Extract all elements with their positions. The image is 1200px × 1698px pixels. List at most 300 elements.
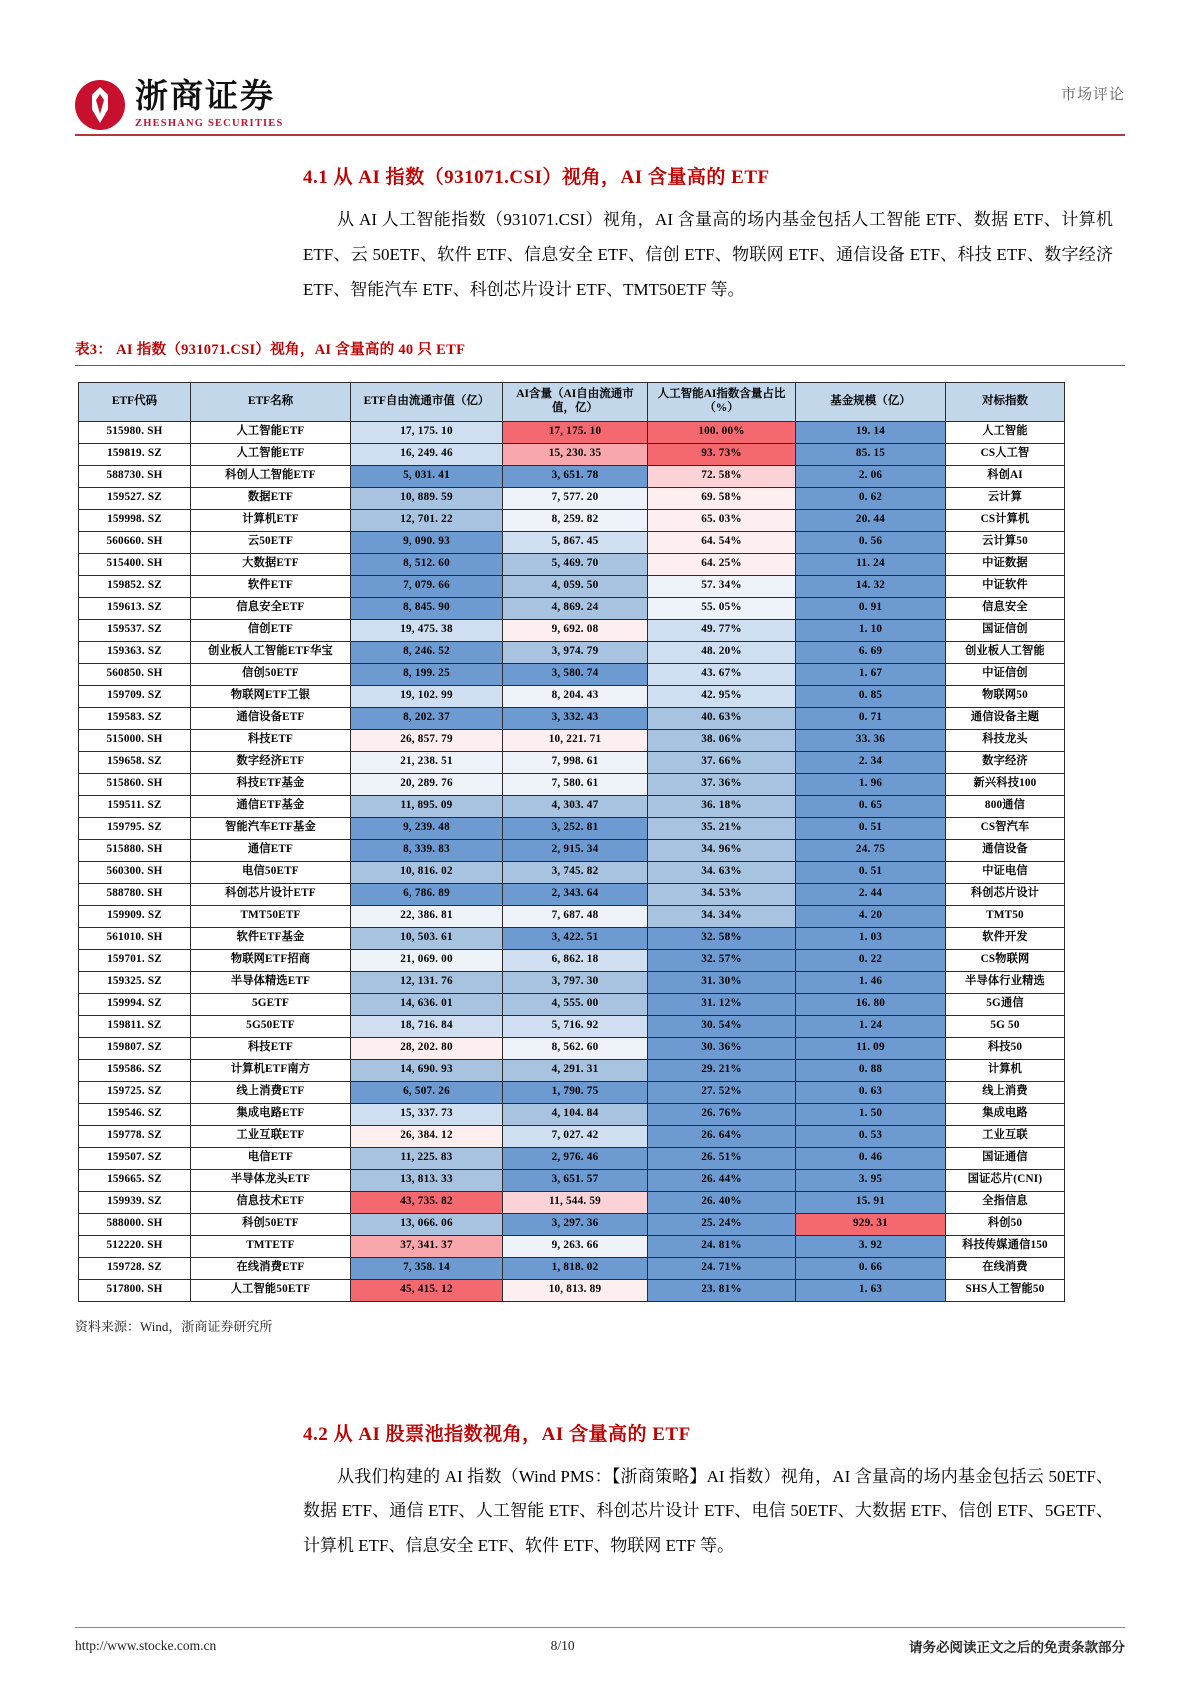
brand-logo <box>75 80 284 130</box>
cell-etf-name: 科创芯片设计ETF <box>191 883 351 905</box>
cell-free-float-mv: 28, 202. 80 <box>351 1037 503 1059</box>
cell-ai-content: 10, 221. 71 <box>503 729 648 751</box>
cell-etf-name: 计算机ETF <box>191 509 351 531</box>
footer-disclaimer: 请务必阅读正文之后的免责条款部分 <box>909 1640 1125 1655</box>
table-row <box>79 663 1065 685</box>
cell-fund-scale: 0. 51 <box>796 817 946 839</box>
cell-etf-code: 560850. SH <box>79 663 191 685</box>
cell-ai-content: 7, 027. 42 <box>503 1125 648 1147</box>
cell-ai-content: 3, 974. 79 <box>503 641 648 663</box>
cell-ai-content: 3, 797. 30 <box>503 971 648 993</box>
cell-ai-content: 3, 332. 43 <box>503 707 648 729</box>
cell-ai-content: 7, 577. 20 <box>503 487 648 509</box>
cell-ai-content: 9, 692. 08 <box>503 619 648 641</box>
cell-benchmark-index: 计算机 <box>946 1059 1065 1081</box>
cell-ai-content: 11, 544. 59 <box>503 1191 648 1213</box>
table-row <box>79 1191 1065 1213</box>
table-row <box>79 575 1065 597</box>
cell-free-float-mv: 10, 889. 59 <box>351 487 503 509</box>
cell-etf-code: 159537. SZ <box>79 619 191 641</box>
cell-ai-content: 1, 818. 02 <box>503 1257 648 1279</box>
cell-ai-content: 15, 230. 35 <box>503 443 648 465</box>
cell-ai-ratio: 26. 51% <box>648 1147 796 1169</box>
cell-ai-content: 4, 303. 47 <box>503 795 648 817</box>
cell-ai-ratio: 42. 95% <box>648 685 796 707</box>
cell-ai-ratio: 64. 54% <box>648 531 796 553</box>
cell-ai-content: 8, 562. 60 <box>503 1037 648 1059</box>
page-header <box>75 0 1125 130</box>
table-row <box>79 487 1065 509</box>
cell-fund-scale: 0. 56 <box>796 531 946 553</box>
cell-etf-name: 电信ETF <box>191 1147 351 1169</box>
cell-benchmark-index: 数字经济 <box>946 751 1065 773</box>
brand-name-en: ZHESHANG SECURITIES <box>135 118 284 129</box>
cell-etf-name: 人工智能ETF <box>191 421 351 443</box>
cell-ai-ratio: 100. 00% <box>648 421 796 443</box>
cell-ai-content: 7, 687. 48 <box>503 905 648 927</box>
cell-ai-content: 4, 869. 24 <box>503 597 648 619</box>
cell-ai-ratio: 30. 36% <box>648 1037 796 1059</box>
cell-benchmark-index: CS计算机 <box>946 509 1065 531</box>
cell-etf-code: 159939. SZ <box>79 1191 191 1213</box>
cell-fund-scale: 6. 69 <box>796 641 946 663</box>
cell-benchmark-index: 中证信创 <box>946 663 1065 685</box>
cell-etf-name: 科创50ETF <box>191 1213 351 1235</box>
cell-ai-ratio: 64. 25% <box>648 553 796 575</box>
cell-etf-code: 159583. SZ <box>79 707 191 729</box>
cell-fund-scale: 4. 20 <box>796 905 946 927</box>
cell-free-float-mv: 11, 225. 83 <box>351 1147 503 1169</box>
cell-etf-code: 560300. SH <box>79 861 191 883</box>
cell-ai-content: 8, 204. 43 <box>503 685 648 707</box>
cell-ai-content: 3, 745. 82 <box>503 861 648 883</box>
cell-etf-code: 515980. SH <box>79 421 191 443</box>
cell-etf-name: 人工智能50ETF <box>191 1279 351 1301</box>
cell-ai-ratio: 57. 34% <box>648 575 796 597</box>
table-row <box>79 1037 1065 1059</box>
table-row <box>79 773 1065 795</box>
cell-free-float-mv: 16, 249. 46 <box>351 443 503 465</box>
cell-etf-code: 159807. SZ <box>79 1037 191 1059</box>
cell-benchmark-index: 全指信息 <box>946 1191 1065 1213</box>
cell-benchmark-index: 科创AI <box>946 465 1065 487</box>
cell-fund-scale: 24. 75 <box>796 839 946 861</box>
cell-ai-ratio: 35. 21% <box>648 817 796 839</box>
table-row <box>79 641 1065 663</box>
cell-free-float-mv: 43, 735. 82 <box>351 1191 503 1213</box>
cell-free-float-mv: 7, 079. 66 <box>351 575 503 597</box>
cell-fund-scale: 1. 10 <box>796 619 946 641</box>
cell-ai-content: 2, 976. 46 <box>503 1147 648 1169</box>
cell-free-float-mv: 45, 415. 12 <box>351 1279 503 1301</box>
cell-fund-scale: 1. 67 <box>796 663 946 685</box>
cell-benchmark-index: 云计算 <box>946 487 1065 509</box>
cell-benchmark-index: 5G 50 <box>946 1015 1065 1037</box>
cell-ai-ratio: 32. 58% <box>648 927 796 949</box>
cell-ai-ratio: 49. 77% <box>648 619 796 641</box>
cell-etf-name: 软件ETF基金 <box>191 927 351 949</box>
cell-benchmark-index: 800通信 <box>946 795 1065 817</box>
footer-row <box>75 1636 1125 1656</box>
cell-benchmark-index: 信息安全 <box>946 597 1065 619</box>
table-row <box>79 1103 1065 1125</box>
cell-etf-name: 5G50ETF <box>191 1015 351 1037</box>
cell-free-float-mv: 21, 238. 51 <box>351 751 503 773</box>
cell-ai-content: 4, 291. 31 <box>503 1059 648 1081</box>
cell-etf-code: 517800. SH <box>79 1279 191 1301</box>
cell-free-float-mv: 14, 636. 01 <box>351 993 503 1015</box>
table-row <box>79 1213 1065 1235</box>
table-row <box>79 751 1065 773</box>
cell-fund-scale: 1. 50 <box>796 1103 946 1125</box>
cell-ai-ratio: 32. 57% <box>648 949 796 971</box>
cell-benchmark-index: 新兴科技100 <box>946 773 1065 795</box>
cell-fund-scale: 15. 91 <box>796 1191 946 1213</box>
section-paragraph-41: 从 AI 人工智能指数（931071.CSI）视角，AI 含量高的场内基金包括人工智能 ETF、数据 ETF、计算机 ETF、云 50ETF、软件 ETF、信息安全 ETF、信创 ETF、物联网 ETF、通信设备 ETF、科技 ETF、数字经济 ETF、智能汽车 ETF、科创芯片设计 ETF、TMT50ETF 等。 <box>303 210 1113 299</box>
cell-ai-ratio: 93. 73% <box>648 443 796 465</box>
table-source-note: 资料来源：Wind，浙商证券研究所 <box>75 1318 273 1334</box>
cell-etf-code: 159728. SZ <box>79 1257 191 1279</box>
table-row <box>79 861 1065 883</box>
cell-etf-name: 科技ETF <box>191 1037 351 1059</box>
cell-etf-name: 信创ETF <box>191 619 351 641</box>
cell-ai-content: 3, 252. 81 <box>503 817 648 839</box>
col-header-ai: AI含量（AI自由流通市值，亿） <box>503 382 648 421</box>
table-header-row <box>79 382 1065 421</box>
cell-fund-scale: 0. 65 <box>796 795 946 817</box>
cell-fund-scale: 0. 51 <box>796 861 946 883</box>
cell-etf-code: 515000. SH <box>79 729 191 751</box>
cell-free-float-mv: 9, 090. 93 <box>351 531 503 553</box>
cell-ai-content: 3, 651. 57 <box>503 1169 648 1191</box>
cell-etf-name: 科技ETF <box>191 729 351 751</box>
cell-free-float-mv: 6, 786. 89 <box>351 883 503 905</box>
cell-etf-name: 软件ETF <box>191 575 351 597</box>
cell-fund-scale: 929. 31 <box>796 1213 946 1235</box>
cell-etf-name: 信息安全ETF <box>191 597 351 619</box>
cell-free-float-mv: 6, 507. 26 <box>351 1081 503 1103</box>
cell-free-float-mv: 26, 857. 79 <box>351 729 503 751</box>
cell-ai-ratio: 55. 05% <box>648 597 796 619</box>
table-row <box>79 619 1065 641</box>
cell-ai-ratio: 31. 12% <box>648 993 796 1015</box>
table-row <box>79 443 1065 465</box>
cell-etf-name: 集成电路ETF <box>191 1103 351 1125</box>
table-row <box>79 465 1065 487</box>
cell-benchmark-index: 5G通信 <box>946 993 1065 1015</box>
cell-etf-code: 159546. SZ <box>79 1103 191 1125</box>
cell-fund-scale: 19. 14 <box>796 421 946 443</box>
cell-fund-scale: 0. 63 <box>796 1081 946 1103</box>
cell-ai-ratio: 34. 34% <box>648 905 796 927</box>
cell-ai-content: 4, 555. 00 <box>503 993 648 1015</box>
cell-ai-content: 4, 104. 84 <box>503 1103 648 1125</box>
cell-etf-code: 515400. SH <box>79 553 191 575</box>
cell-fund-scale: 0. 22 <box>796 949 946 971</box>
cell-fund-scale: 0. 88 <box>796 1059 946 1081</box>
cell-benchmark-index: 通信设备 <box>946 839 1065 861</box>
table-row <box>79 531 1065 553</box>
cell-ai-content: 3, 422. 51 <box>503 927 648 949</box>
cell-free-float-mv: 8, 246. 52 <box>351 641 503 663</box>
cell-fund-scale: 0. 62 <box>796 487 946 509</box>
cell-ai-ratio: 37. 66% <box>648 751 796 773</box>
cell-ai-ratio: 26. 44% <box>648 1169 796 1191</box>
cell-fund-scale: 2. 34 <box>796 751 946 773</box>
cell-benchmark-index: 中证数据 <box>946 553 1065 575</box>
cell-ai-ratio: 38. 06% <box>648 729 796 751</box>
cell-etf-code: 561010. SH <box>79 927 191 949</box>
cell-etf-name: 工业互联ETF <box>191 1125 351 1147</box>
cell-etf-code: 159725. SZ <box>79 1081 191 1103</box>
cell-ai-ratio: 25. 24% <box>648 1213 796 1235</box>
cell-etf-code: 588730. SH <box>79 465 191 487</box>
cell-free-float-mv: 8, 202. 37 <box>351 707 503 729</box>
cell-benchmark-index: CS物联网 <box>946 949 1065 971</box>
table-row <box>79 1169 1065 1191</box>
cell-free-float-mv: 19, 475. 38 <box>351 619 503 641</box>
cell-etf-name: 科创人工智能ETF <box>191 465 351 487</box>
col-header-index: 对标指数 <box>946 382 1065 421</box>
cell-fund-scale: 1. 03 <box>796 927 946 949</box>
cell-etf-code: 159586. SZ <box>79 1059 191 1081</box>
cell-free-float-mv: 17, 175. 10 <box>351 421 503 443</box>
cell-benchmark-index: 线上消费 <box>946 1081 1065 1103</box>
cell-ai-ratio: 31. 30% <box>648 971 796 993</box>
cell-ai-content: 6, 862. 18 <box>503 949 648 971</box>
cell-benchmark-index: 工业互联 <box>946 1125 1065 1147</box>
cell-ai-content: 17, 175. 10 <box>503 421 648 443</box>
cell-ai-ratio: 24. 81% <box>648 1235 796 1257</box>
cell-ai-content: 7, 998. 61 <box>503 751 648 773</box>
cell-benchmark-index: 在线消费 <box>946 1257 1065 1279</box>
cell-benchmark-index: 创业板人工智能 <box>946 641 1065 663</box>
cell-ai-ratio: 34. 96% <box>648 839 796 861</box>
cell-benchmark-index: 科技传媒通信150 <box>946 1235 1065 1257</box>
table-row <box>79 927 1065 949</box>
cell-benchmark-index: 科创50 <box>946 1213 1065 1235</box>
table-row <box>79 1257 1065 1279</box>
cell-ai-ratio: 72. 58% <box>648 465 796 487</box>
cell-free-float-mv: 10, 503. 61 <box>351 927 503 949</box>
cell-fund-scale: 20. 44 <box>796 509 946 531</box>
table-row <box>79 685 1065 707</box>
cell-ai-content: 10, 813. 89 <box>503 1279 648 1301</box>
cell-etf-name: TMT50ETF <box>191 905 351 927</box>
table-row <box>79 421 1065 443</box>
cell-fund-scale: 11. 09 <box>796 1037 946 1059</box>
cell-ai-content: 5, 867. 45 <box>503 531 648 553</box>
cell-fund-scale: 0. 46 <box>796 1147 946 1169</box>
cell-etf-code: 515860. SH <box>79 773 191 795</box>
footer-page-number: 8/10 <box>550 1638 575 1653</box>
cell-etf-name: 科技ETF基金 <box>191 773 351 795</box>
cell-fund-scale: 33. 36 <box>796 729 946 751</box>
cell-free-float-mv: 8, 845. 90 <box>351 597 503 619</box>
cell-etf-name: 计算机ETF南方 <box>191 1059 351 1081</box>
cell-etf-code: 159665. SZ <box>79 1169 191 1191</box>
header-divider <box>75 134 1125 136</box>
cell-benchmark-index: 集成电路 <box>946 1103 1065 1125</box>
footer-url[interactable]: http://www.stocke.com.cn <box>75 1638 217 1653</box>
cell-free-float-mv: 12, 701. 22 <box>351 509 503 531</box>
table-row <box>79 993 1065 1015</box>
table-row <box>79 949 1065 971</box>
cell-ai-content: 3, 651. 78 <box>503 465 648 487</box>
cell-etf-code: 159701. SZ <box>79 949 191 971</box>
table-caption: 表3： AI 指数（931071.CSI）视角，AI 含量高的 40 只 ETF <box>75 341 466 358</box>
cell-etf-code: 159819. SZ <box>79 443 191 465</box>
cell-free-float-mv: 21, 069. 00 <box>351 949 503 971</box>
table-row <box>79 817 1065 839</box>
cell-free-float-mv: 9, 239. 48 <box>351 817 503 839</box>
cell-etf-name: 半导体龙头ETF <box>191 1169 351 1191</box>
cell-benchmark-index: 国证信创 <box>946 619 1065 641</box>
footer-divider <box>75 1627 1125 1628</box>
cell-free-float-mv: 26, 384. 12 <box>351 1125 503 1147</box>
etf-table <box>78 382 1065 1302</box>
cell-etf-code: 159511. SZ <box>79 795 191 817</box>
section-heading-42: 4.2 从 AI 股票池指数视角，AI 含量高的 ETF <box>303 1423 691 1445</box>
cell-ai-ratio: 37. 36% <box>648 773 796 795</box>
cell-benchmark-index: 物联网50 <box>946 685 1065 707</box>
cell-etf-name: 智能汽车ETF基金 <box>191 817 351 839</box>
cell-etf-name: 通信ETF <box>191 839 351 861</box>
cell-free-float-mv: 13, 813. 33 <box>351 1169 503 1191</box>
cell-benchmark-index: 软件开发 <box>946 927 1065 949</box>
cell-etf-code: 159795. SZ <box>79 817 191 839</box>
cell-fund-scale: 14. 32 <box>796 575 946 597</box>
col-header-code: ETF代码 <box>79 382 191 421</box>
cell-benchmark-index: CS人工智 <box>946 443 1065 465</box>
brand-text <box>135 81 284 129</box>
cell-ai-ratio: 65. 03% <box>648 509 796 531</box>
cell-ai-ratio: 23. 81% <box>648 1279 796 1301</box>
table-row <box>79 509 1065 531</box>
cell-fund-scale: 0. 71 <box>796 707 946 729</box>
cell-etf-code: 159998. SZ <box>79 509 191 531</box>
cell-ai-ratio: 24. 71% <box>648 1257 796 1279</box>
cell-free-float-mv: 12, 131. 76 <box>351 971 503 993</box>
cell-etf-code: 159994. SZ <box>79 993 191 1015</box>
cell-fund-scale: 0. 53 <box>796 1125 946 1147</box>
table-caption-divider <box>75 365 1125 366</box>
cell-ai-content: 2, 915. 34 <box>503 839 648 861</box>
cell-free-float-mv: 20, 289. 76 <box>351 773 503 795</box>
cell-etf-name: 半导体精选ETF <box>191 971 351 993</box>
table-row <box>79 1015 1065 1037</box>
cell-ai-ratio: 30. 54% <box>648 1015 796 1037</box>
cell-etf-name: 云50ETF <box>191 531 351 553</box>
table-row <box>79 1081 1065 1103</box>
cell-benchmark-index: 科技龙头 <box>946 729 1065 751</box>
cell-free-float-mv: 15, 337. 73 <box>351 1103 503 1125</box>
cell-benchmark-index: 云计算50 <box>946 531 1065 553</box>
cell-etf-name: 在线消费ETF <box>191 1257 351 1279</box>
cell-ai-ratio: 43. 67% <box>648 663 796 685</box>
table-row <box>79 1125 1065 1147</box>
cell-ai-content: 9, 263. 66 <box>503 1235 648 1257</box>
cell-fund-scale: 1. 46 <box>796 971 946 993</box>
cell-etf-name: 人工智能ETF <box>191 443 351 465</box>
cell-etf-code: 159778. SZ <box>79 1125 191 1147</box>
cell-etf-code: 512220. SH <box>79 1235 191 1257</box>
cell-ai-content: 7, 580. 61 <box>503 773 648 795</box>
cell-free-float-mv: 7, 358. 14 <box>351 1257 503 1279</box>
cell-etf-name: 创业板人工智能ETF华宝 <box>191 641 351 663</box>
table-row <box>79 971 1065 993</box>
section-heading-41: 4.1 从 AI 指数（931071.CSI）视角，AI 含量高的 ETF <box>303 167 770 188</box>
cell-etf-code: 159507. SZ <box>79 1147 191 1169</box>
cell-ai-ratio: 26. 40% <box>648 1191 796 1213</box>
zheshang-logo-icon <box>75 80 125 130</box>
cell-fund-scale: 1. 63 <box>796 1279 946 1301</box>
table-row <box>79 707 1065 729</box>
cell-fund-scale: 1. 24 <box>796 1015 946 1037</box>
page-footer <box>75 1627 1125 1656</box>
cell-benchmark-index: CS智汽车 <box>946 817 1065 839</box>
cell-free-float-mv: 8, 339. 83 <box>351 839 503 861</box>
table-row <box>79 795 1065 817</box>
table-header <box>79 382 1065 421</box>
cell-etf-code: 159658. SZ <box>79 751 191 773</box>
cell-benchmark-index: 通信设备主题 <box>946 707 1065 729</box>
cell-etf-name: 线上消费ETF <box>191 1081 351 1103</box>
cell-free-float-mv: 10, 816. 02 <box>351 861 503 883</box>
cell-fund-scale: 11. 24 <box>796 553 946 575</box>
cell-fund-scale: 2. 06 <box>796 465 946 487</box>
cell-fund-scale: 2. 44 <box>796 883 946 905</box>
section-paragraph-42: 从我们构建的 AI 指数（Wind PMS：【浙商策略】AI 指数）视角，AI 含量高的场内基金包括云 50ETF、数据 ETF、通信 ETF、人工智能 ETF、科创芯片设计 ETF、电信 50ETF、大数据 ETF、信创 ETF、5GETF、计算机 ETF、信息安全 ETF、软件 ETF、物联网 ETF 等。 <box>303 1466 1113 1556</box>
cell-benchmark-index: 科创芯片设计 <box>946 883 1065 905</box>
cell-free-float-mv: 13, 066. 06 <box>351 1213 503 1235</box>
cell-benchmark-index: TMT50 <box>946 905 1065 927</box>
cell-etf-code: 159852. SZ <box>79 575 191 597</box>
cell-etf-name: 数字经济ETF <box>191 751 351 773</box>
table-row <box>79 1147 1065 1169</box>
cell-ai-ratio: 48. 20% <box>648 641 796 663</box>
cell-etf-code: 560660. SH <box>79 531 191 553</box>
cell-ai-content: 3, 580. 74 <box>503 663 648 685</box>
cell-fund-scale: 3. 92 <box>796 1235 946 1257</box>
cell-ai-ratio: 26. 64% <box>648 1125 796 1147</box>
cell-benchmark-index: 中证软件 <box>946 575 1065 597</box>
cell-fund-scale: 0. 66 <box>796 1257 946 1279</box>
cell-benchmark-index: 科技50 <box>946 1037 1065 1059</box>
cell-free-float-mv: 22, 386. 81 <box>351 905 503 927</box>
cell-ai-ratio: 27. 52% <box>648 1081 796 1103</box>
col-header-pct: 人工智能AI指数含量占比（%） <box>648 382 796 421</box>
cell-etf-code: 159527. SZ <box>79 487 191 509</box>
cell-fund-scale: 16. 80 <box>796 993 946 1015</box>
cell-ai-ratio: 29. 21% <box>648 1059 796 1081</box>
table-body <box>79 421 1065 1301</box>
cell-etf-name: 信息技术ETF <box>191 1191 351 1213</box>
cell-ai-content: 4, 059. 50 <box>503 575 648 597</box>
cell-etf-name: 通信ETF基金 <box>191 795 351 817</box>
cell-benchmark-index: 中证电信 <box>946 861 1065 883</box>
cell-fund-scale: 0. 85 <box>796 685 946 707</box>
cell-etf-code: 159709. SZ <box>79 685 191 707</box>
cell-etf-name: 信创50ETF <box>191 663 351 685</box>
cell-free-float-mv: 18, 716. 84 <box>351 1015 503 1037</box>
document-type-label: 市场评论 <box>1060 87 1125 103</box>
cell-etf-code: 159909. SZ <box>79 905 191 927</box>
table-row <box>79 1235 1065 1257</box>
cell-etf-code: 159325. SZ <box>79 971 191 993</box>
cell-etf-name: 通信设备ETF <box>191 707 351 729</box>
table-row <box>79 597 1065 619</box>
